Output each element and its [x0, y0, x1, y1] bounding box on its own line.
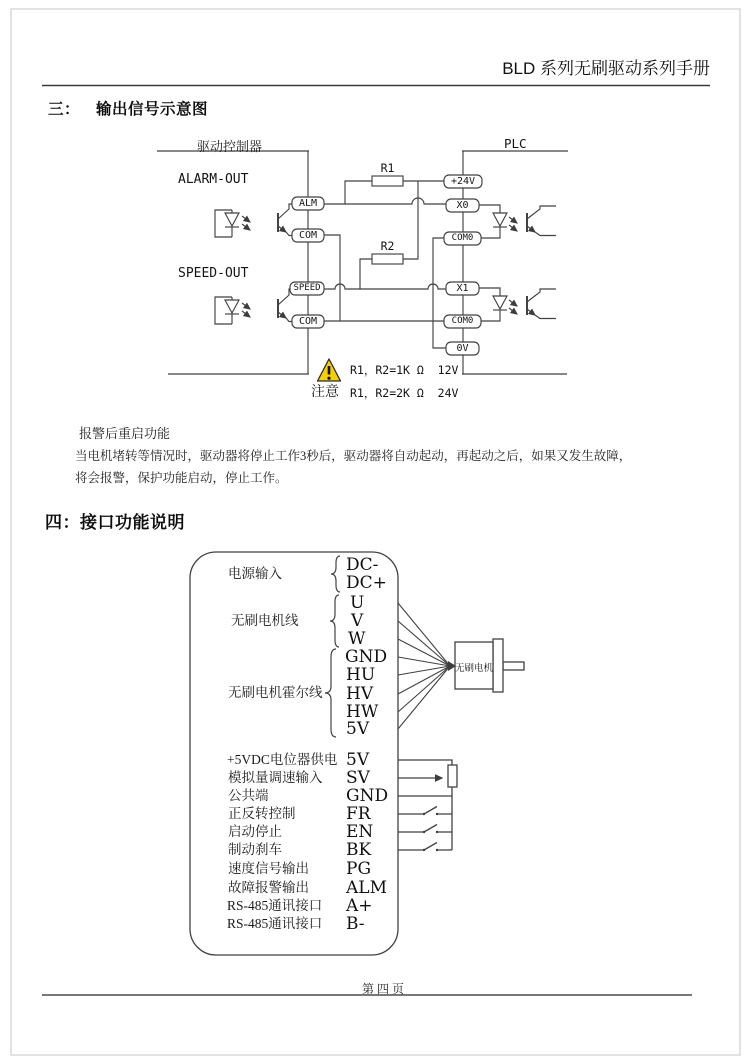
row-label-rs485-a: RS-485通讯接口	[227, 898, 323, 913]
row-pin-alm: ALM	[346, 878, 387, 898]
switch-en	[398, 825, 452, 834]
section3-title: 输出信号示意图	[96, 101, 209, 118]
potentiometer	[448, 765, 457, 787]
drive-controller-label: 驱动控制器	[197, 139, 263, 154]
row-label-fwd-rev: 正反转控制	[228, 806, 296, 821]
terminal-0v: 0V	[456, 343, 469, 354]
alarm-out-label: ALARM-OUT	[178, 172, 249, 187]
terminal-com0-2: COM0	[451, 316, 474, 326]
pin-hw: HW	[346, 702, 379, 722]
terminal-com0-1: COM0	[451, 233, 474, 243]
pin-gnd-hall: GND	[345, 647, 388, 667]
drive-terminal-boxes	[290, 197, 324, 328]
row-label-common: 公共端	[228, 788, 269, 803]
pin-u: U	[350, 593, 365, 613]
restart-note-line2: 将会报警，保护功能启动，停止工作。	[75, 471, 288, 485]
row-pin-en: EN	[346, 822, 374, 842]
terminal-com-2: COM	[298, 316, 318, 327]
warning-label: 注意	[311, 385, 339, 400]
row-pin-5v: 5V	[346, 750, 370, 770]
group-label-hall-wires: 无刷电机霍尔线	[228, 685, 323, 700]
brace-motor-wires	[330, 595, 339, 647]
brace-power	[331, 556, 340, 592]
motor-fan-lines	[398, 603, 450, 729]
brace-hall-wires	[325, 649, 336, 737]
row-pin-bk: BK	[346, 840, 372, 860]
resistor-r1	[372, 176, 403, 186]
resistor-r2-label: R2	[380, 239, 395, 253]
warning-line-1: R1，R2=1K Ω 12V	[350, 363, 459, 377]
pin-hv: HV	[346, 684, 374, 704]
row-label-alarm-out: 故障报警输出	[228, 880, 309, 895]
pin-dc-minus: DC-	[346, 555, 379, 575]
restart-note-title: 报警后重启功能	[79, 426, 171, 441]
row-pin-b-minus: B-	[346, 914, 365, 934]
terminal-x1: X1	[456, 283, 469, 294]
group-label-power: 电源输入	[228, 566, 282, 581]
speed-out-label: SPEED-OUT	[178, 266, 249, 281]
row-label-rs485-b: RS-485通讯接口	[227, 916, 323, 931]
footer-page-number: 第 四 页	[362, 982, 405, 996]
row-pin-pg: PG	[346, 859, 372, 879]
motor-label: 无刷电机	[455, 664, 494, 674]
resistor-r2	[372, 254, 403, 264]
pin-dc-plus: DC+	[346, 573, 387, 593]
row-label-analog-in: 模拟量调速输入	[228, 770, 323, 785]
row-pin-gnd: GND	[346, 786, 389, 806]
pin-5v-hall: 5V	[346, 719, 370, 739]
pin-v: V	[351, 611, 364, 631]
switch-bk	[398, 843, 452, 852]
resistor-r1-label: R1	[380, 161, 395, 175]
row-label-speed-out: 速度信号输出	[228, 861, 309, 876]
switch-fr	[398, 807, 452, 816]
plc-label: PLC	[504, 136, 527, 151]
row-label-pot-supply: +5VDC电位器供电	[227, 752, 338, 767]
wire-5v	[398, 760, 452, 765]
section3-number: 三：	[48, 101, 81, 118]
pin-hu: HU	[346, 665, 376, 685]
row-pin-a-plus: A+	[346, 896, 373, 916]
terminal-com-1: COM	[298, 230, 318, 241]
row-pin-sv: SV	[346, 768, 370, 788]
terminal-speed: SPEED	[293, 283, 321, 293]
terminal-x0: X0	[456, 200, 469, 211]
wire-gnd-bus	[398, 787, 452, 850]
row-label-brake: 制动刹车	[228, 842, 282, 857]
document-title: BLD 系列无刷驱动系列手册	[502, 59, 710, 78]
terminal-24v: +24V	[450, 176, 476, 187]
row-label-run-stop: 启动停止	[228, 824, 282, 839]
group-label-motor-wires: 无刷电机线	[231, 613, 299, 628]
warning-triangle-icon	[318, 359, 341, 381]
pin-w: W	[348, 629, 366, 649]
row-pin-fr: FR	[346, 804, 371, 824]
section3-heading	[48, 97, 208, 119]
warning-line-2: R1，R2=2K Ω 24V	[350, 386, 459, 400]
section4-heading: 四：接口功能说明	[45, 513, 185, 532]
restart-note-line1: 当电机堵转等情况时，驱动器将停止工作3秒后，驱动器将自动起动，再起动之后，如果又发生故障，	[75, 449, 632, 463]
terminal-alm: ALM	[298, 198, 318, 209]
